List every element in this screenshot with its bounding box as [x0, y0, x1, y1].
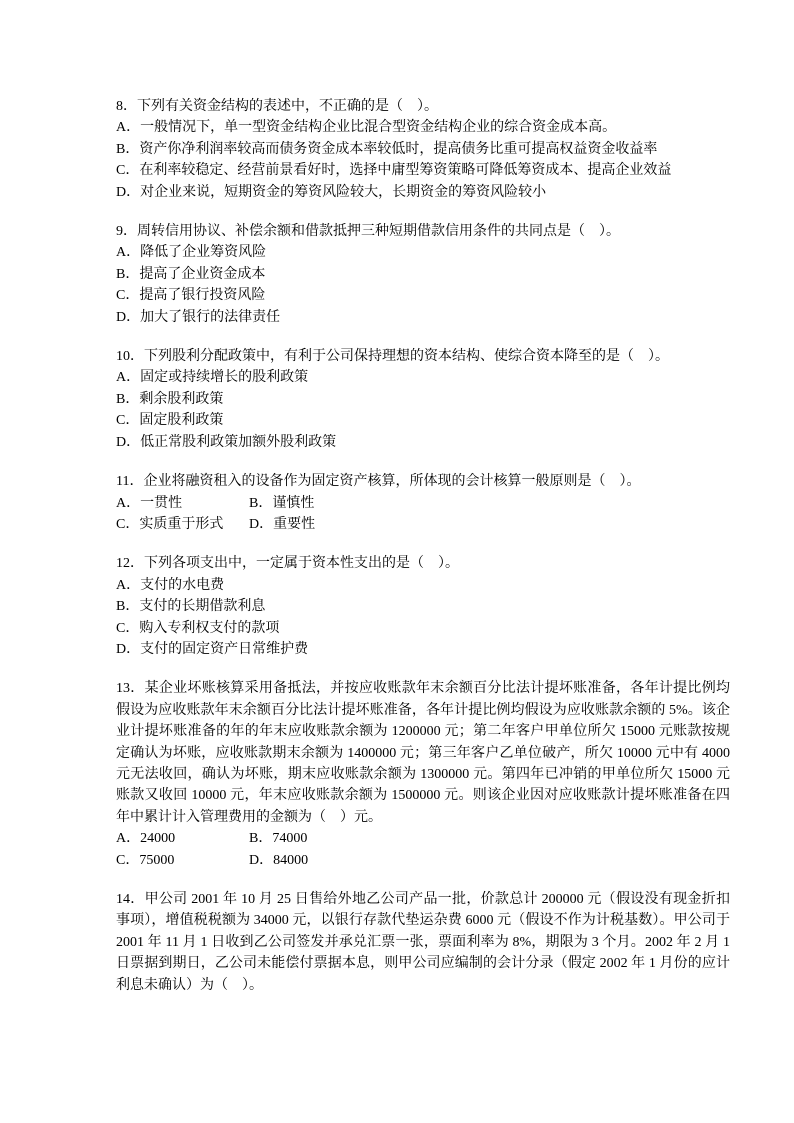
question-8-option-a: A．一般情况下，单一型资金结构企业比混合型资金结构企业的综合资金成本高。: [116, 120, 617, 136]
question-10-stem: 10．下列股利分配政策中，有利于公司保持理想的资本结构、使综合资本降至的是（ ）。: [116, 349, 669, 365]
question-10-option-c: C．固定股利政策: [116, 413, 224, 429]
question-8-option-c: C．在利率较稳定、经营前景看好时，选择中庸型筹资策略可降低筹资成本、提高企业效益: [116, 163, 672, 179]
question-14: [116, 889, 730, 996]
question-13-option-d: D．84000: [249, 852, 309, 868]
question-12: [116, 553, 730, 660]
question-11-option-c: C．实质重于形式: [116, 516, 224, 532]
question-8: [116, 96, 730, 203]
question-13-option-row-1: [116, 828, 730, 849]
question-10-option-d: D．低正常股利政策加额外股利政策: [116, 434, 337, 450]
question-11-option-row-2: [116, 514, 730, 535]
question-9-option-b: B．提高了企业资金成本: [116, 266, 266, 282]
question-10-option-b: B．剩余股利政策: [116, 391, 224, 407]
question-11-option-row-1: [116, 493, 730, 514]
question-11: [116, 471, 730, 535]
question-list: [116, 96, 730, 996]
question-10-option-a: A．固定或持续增长的股利政策: [116, 370, 309, 386]
question-12-option-c: C．购入专利权支付的款项: [116, 620, 280, 636]
question-9: [116, 221, 730, 328]
question-9-option-a: A．降低了企业筹资风险: [116, 245, 267, 261]
question-11-option-a: A．一贯性: [116, 495, 183, 511]
question-12-option-a: A．支付的水电费: [116, 577, 225, 593]
question-11-stem: 11．企业将融资租入的设备作为固定资产核算，所体现的会计核算一般原则是（ ）。: [116, 474, 641, 490]
question-8-stem: 8．下列有关资金结构的表述中，不正确的是（ ）。: [116, 99, 438, 114]
question-13-option-a: A．24000: [116, 831, 176, 847]
question-8-option-b: B．资产你净利润率较高而债务资金成本率较低时，提高债务比重可提高权益资金收益率: [116, 141, 658, 157]
question-8-option-d: D．对企业来说，短期资金的筹资风险较大，长期资金的筹资风险较小: [116, 184, 547, 200]
question-14-stem: 14．甲公司 2001 年 10 月 25 日售给外地乙公司产品一批，价款总计 200000 元（假设没有现金折扣事项），增值税税额为 34000 元，以银行存款代垫运杂费 6000 元（假设不作为计税基数）。甲公司于 2001 年 11 月 1 日收到乙公司签发并承兑汇票一张，票面利率为 8%，期限为 3 个月。2002 年 2 月 1 日票据到期日，乙公司未能偿付票据本息，则甲公司应编制的会计分录（假定 2002 年 1 月份的应计利息未确认）为（ ）。: [116, 892, 730, 993]
question-13-option-row-2: [116, 850, 730, 871]
question-13-option-c: C．75000: [116, 852, 175, 868]
question-12-option-b: B．支付的长期借款利息: [116, 599, 266, 615]
question-12-stem: 12．下列各项支出中，一定属于资本性支出的是（ ）。: [116, 556, 459, 572]
question-9-option-c: C．提高了银行投资风险: [116, 288, 266, 304]
question-11-option-d: D．重要性: [249, 516, 316, 532]
question-9-option-d: D．加大了银行的法律责任: [116, 309, 281, 325]
question-9-stem: 9．周转信用协议、补偿余额和借款抵押三种短期借款信用条件的共同点是（ ）。: [116, 224, 620, 240]
question-11-option-b: B．谨慎性: [249, 495, 315, 511]
question-13: [116, 678, 730, 871]
question-10: [116, 346, 730, 453]
question-13-option-b: B．74000: [249, 831, 308, 847]
question-13-stem: 13．某企业坏账核算采用备抵法，并按应收账款年末余额百分比法计提坏账准备，各年计提比例均假设为应收账款年末余额百分比法计提坏账准备，各年计提比例均假设为应收账款余额的 5%。该企业计提坏账准备的年的年末应收账款余额为 1200000 元；第二年客户甲单位所欠 15000 元账款按规定确认为坏账，应收账款期末余额为 1400000 元；第三年客户乙单位破产，所欠 10000 元中有 4000 元无法收回，确认为坏账，期末应收账款余额为 1300000 元。第四年已冲销的甲单位所欠 15000 元账款又收回 10000 元，年末应收账款余额为 1500000 元。则该企业因对应收账款计提坏账准备在四年中累计计入管理费用的金额为（ ）元。: [116, 681, 730, 825]
question-12-option-d: D．支付的固定资产日常维护费: [116, 641, 309, 657]
